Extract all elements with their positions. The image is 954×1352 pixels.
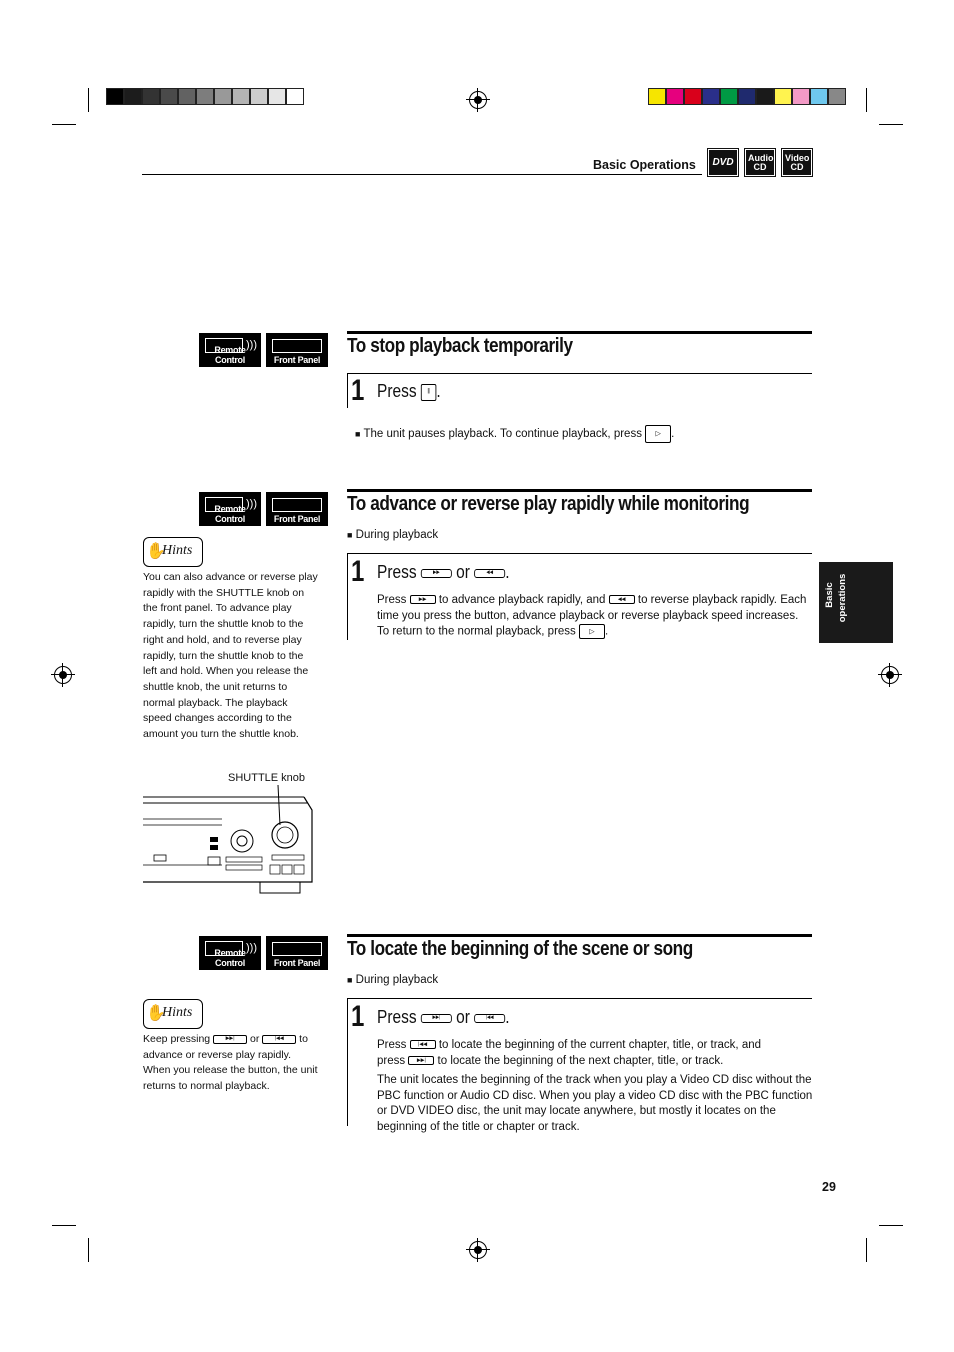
previous-key-icon (474, 1014, 505, 1023)
swatch (286, 88, 304, 105)
crop-mark (879, 1225, 903, 1226)
registration-mark-icon (469, 91, 487, 109)
key-glyph: ◀◀ (617, 596, 626, 603)
logo-line: Video (785, 152, 810, 163)
swatch (142, 88, 160, 105)
step-instruction: Press ▶▶| or |◀◀ . (377, 1007, 510, 1027)
logo-line: CD (790, 161, 804, 172)
hints-text (143, 1032, 318, 1095)
during-text: During playback (355, 529, 439, 541)
swatch (774, 88, 792, 105)
body-line (377, 1054, 813, 1070)
press-text: Press (377, 1007, 417, 1027)
body-text: to advance playback rapidly, and (438, 594, 606, 606)
logo-line: Audio (748, 152, 774, 163)
registration-mark-icon (54, 666, 72, 684)
registration-mark-icon (469, 1241, 487, 1259)
during-note (347, 974, 438, 986)
badge-label: Front Panel (273, 514, 321, 524)
press-text: Press (377, 562, 417, 582)
crop-mark (88, 1238, 89, 1262)
step-number: 1 (351, 1000, 365, 1033)
section-title: To advance or reverse play rapidly while monitoring (347, 493, 750, 515)
page-number: 29 (822, 1180, 836, 1194)
swatch (250, 88, 268, 105)
front-panel-icon (272, 339, 322, 353)
swatch (160, 88, 178, 105)
section-title: To locate the beginning of the scene or song (347, 938, 693, 960)
swatch (232, 88, 250, 105)
front-panel-badge (266, 936, 328, 970)
body-text: press (377, 1054, 406, 1067)
bullet-icon: ■ (347, 975, 353, 985)
key-glyph: ▷ (655, 430, 661, 438)
swatch (648, 88, 666, 105)
body-text: to locate the beginning of the current chapter, title, or track, and (438, 1039, 762, 1051)
side-tab (819, 562, 893, 643)
note-text: The unit pauses playback. To continue playback, press (363, 428, 642, 441)
step-body: Press ▶▶ to advance playback rapidly, and ◀◀ to reverse playback rapidly. Each time you press the button, advance playback or reverse playback speed increases. To return to the normal playback, press ▷ . (377, 594, 807, 638)
hints-badge (143, 537, 203, 567)
front-panel-icon (272, 498, 322, 512)
swatch (666, 88, 684, 105)
crop-mark (879, 124, 903, 125)
key-glyph: ▶▶| (416, 1057, 426, 1064)
remote-control-badge (199, 936, 261, 970)
section-label: Basic Operations (593, 158, 696, 172)
section-title: To stop playback temporarily (347, 335, 573, 357)
step-rule (347, 373, 812, 374)
side-tab-line: operations (837, 573, 848, 623)
swatch (756, 88, 774, 105)
body-text: to locate the beginning of the next chapter, title, or track. (437, 1054, 724, 1067)
during-note (347, 529, 438, 541)
logo-line: DVD (712, 157, 734, 168)
step-number: 1 (351, 555, 365, 588)
next-key-icon (408, 1056, 434, 1065)
swatch (828, 88, 846, 105)
side-tab-line: Basic (824, 582, 835, 608)
step-instruction: Press ‖ . (377, 381, 441, 401)
front-panel-badge (266, 333, 328, 367)
registration-mark-icon (881, 666, 899, 684)
swatch (196, 88, 214, 105)
or-text: or (456, 562, 470, 582)
step-body (377, 1038, 813, 1136)
signal-icon: ))) (246, 942, 257, 954)
press-text: Press (377, 381, 417, 401)
badge-label: Remote Control (214, 345, 246, 365)
crop-mark (866, 88, 867, 112)
fast-forward-key-icon (410, 595, 436, 604)
step-rule (347, 998, 812, 999)
step-rule (347, 553, 812, 554)
swatch (684, 88, 702, 105)
pause-key-icon (421, 384, 436, 401)
section-rule (347, 934, 812, 937)
hand-icon: ✋ (146, 543, 166, 560)
bullet-icon: ■ (347, 530, 353, 540)
key-glyph: |◀◀ (485, 1014, 494, 1021)
rewind-key-icon (474, 569, 505, 578)
dvd-logo (709, 150, 737, 175)
swatch (106, 88, 124, 105)
header-rule (142, 174, 702, 175)
front-panel-icon (272, 942, 322, 956)
key-glyph: ▶▶| (225, 1035, 235, 1042)
signal-icon: ))) (246, 339, 257, 351)
swatch (214, 88, 232, 105)
play-key-icon (579, 624, 605, 639)
key-glyph: |◀◀ (418, 1041, 428, 1048)
badge-label: Front Panel (273, 355, 321, 365)
hints-text-part: Keep pressing (143, 1033, 211, 1045)
step-vline (347, 998, 348, 1126)
remote-control-badge (199, 333, 261, 367)
swatch (124, 88, 142, 105)
audio-cd-logo (746, 150, 774, 175)
hints-text-part: to advance or reverse play rapidly. When you release the button, the unit returns to normal playback. (143, 1033, 318, 1093)
badge-label: Front Panel (273, 958, 321, 968)
next-key-icon (213, 1035, 247, 1044)
body-text: Press (377, 594, 407, 606)
step-instruction: Press ▶▶ or ◀◀ . (377, 562, 510, 582)
swatch (792, 88, 810, 105)
dvd-player-illustration (142, 785, 317, 895)
key-glyph: ▶▶| (432, 1014, 441, 1021)
step-number: 1 (351, 374, 365, 407)
key-glyph: ▷ (589, 628, 595, 636)
swatch (720, 88, 738, 105)
hints-badge (143, 999, 203, 1029)
crop-mark (52, 124, 76, 125)
signal-icon: ))) (246, 498, 257, 510)
section-rule (347, 331, 812, 334)
swatch (268, 88, 286, 105)
crop-mark (88, 88, 89, 112)
during-text: During playback (355, 974, 439, 986)
next-key-icon (421, 1014, 452, 1023)
body-line (377, 1038, 813, 1054)
key-glyph: ▶▶ (433, 569, 440, 576)
badge-label: Remote Control (214, 948, 246, 968)
swatch (702, 88, 720, 105)
front-panel-badge (266, 492, 328, 526)
badge-label: Remote Control (214, 504, 246, 524)
shuttle-label: SHUTTLE knob (228, 772, 306, 784)
body-text: Press (377, 1039, 407, 1051)
play-key-icon (645, 425, 671, 443)
key-glyph: ◀◀ (486, 569, 494, 576)
hints-text-part: or (249, 1033, 260, 1045)
remote-control-badge (199, 492, 261, 526)
key-glyph: ‖ (427, 388, 430, 396)
previous-key-icon (262, 1035, 296, 1044)
swatch (178, 88, 196, 105)
logo-line: CD (753, 161, 767, 172)
crop-mark (866, 1238, 867, 1262)
previous-key-icon (410, 1040, 436, 1049)
bullet-icon: ■ (355, 429, 361, 440)
or-text: or (456, 1007, 470, 1027)
hints-label: Hints (162, 1005, 193, 1020)
key-glyph: |◀◀ (274, 1035, 284, 1042)
step-vline (347, 553, 348, 640)
step-vline (347, 373, 348, 408)
hints-label: Hints (162, 543, 193, 558)
swatch (810, 88, 828, 105)
hand-icon: ✋ (146, 1005, 166, 1022)
swatch (738, 88, 756, 105)
rewind-key-icon (609, 595, 635, 604)
section-rule (347, 489, 812, 492)
body-paragraph: The unit locates the beginning of the track when you play a Video CD disc without the PBC function or Audio CD disc. When you play a video CD disc with the PBC function or DVD VIDEO disc, the unit may locate anywhere, but mostly it locates on the beginning of the title or chapter or track. (377, 1074, 813, 1133)
crop-mark (52, 1225, 76, 1226)
step-note: ■ The unit pauses playback. To continue playback, press ▷ . (355, 425, 674, 443)
hints-text: You can also advance or reverse play rapidly with the SHUTTLE knob on the front panel. To advance play rapidly, turn the shuttle knob to the right and hold, and to reverse play rapidly, turn the shuttle knob to the left and hold. When you release the shuttle knob, the unit returns to normal playback. The playback speed changes according to the amount you turn the shuttle knob. (143, 571, 318, 741)
video-cd-logo (783, 150, 811, 175)
fast-forward-key-icon (421, 569, 452, 578)
body-text: to reverse playback rapidly. Each time you press the button, advance playback or reverse playback speed increases. To return to the normal playback, press (377, 594, 807, 638)
key-glyph: ▶▶ (418, 596, 427, 603)
